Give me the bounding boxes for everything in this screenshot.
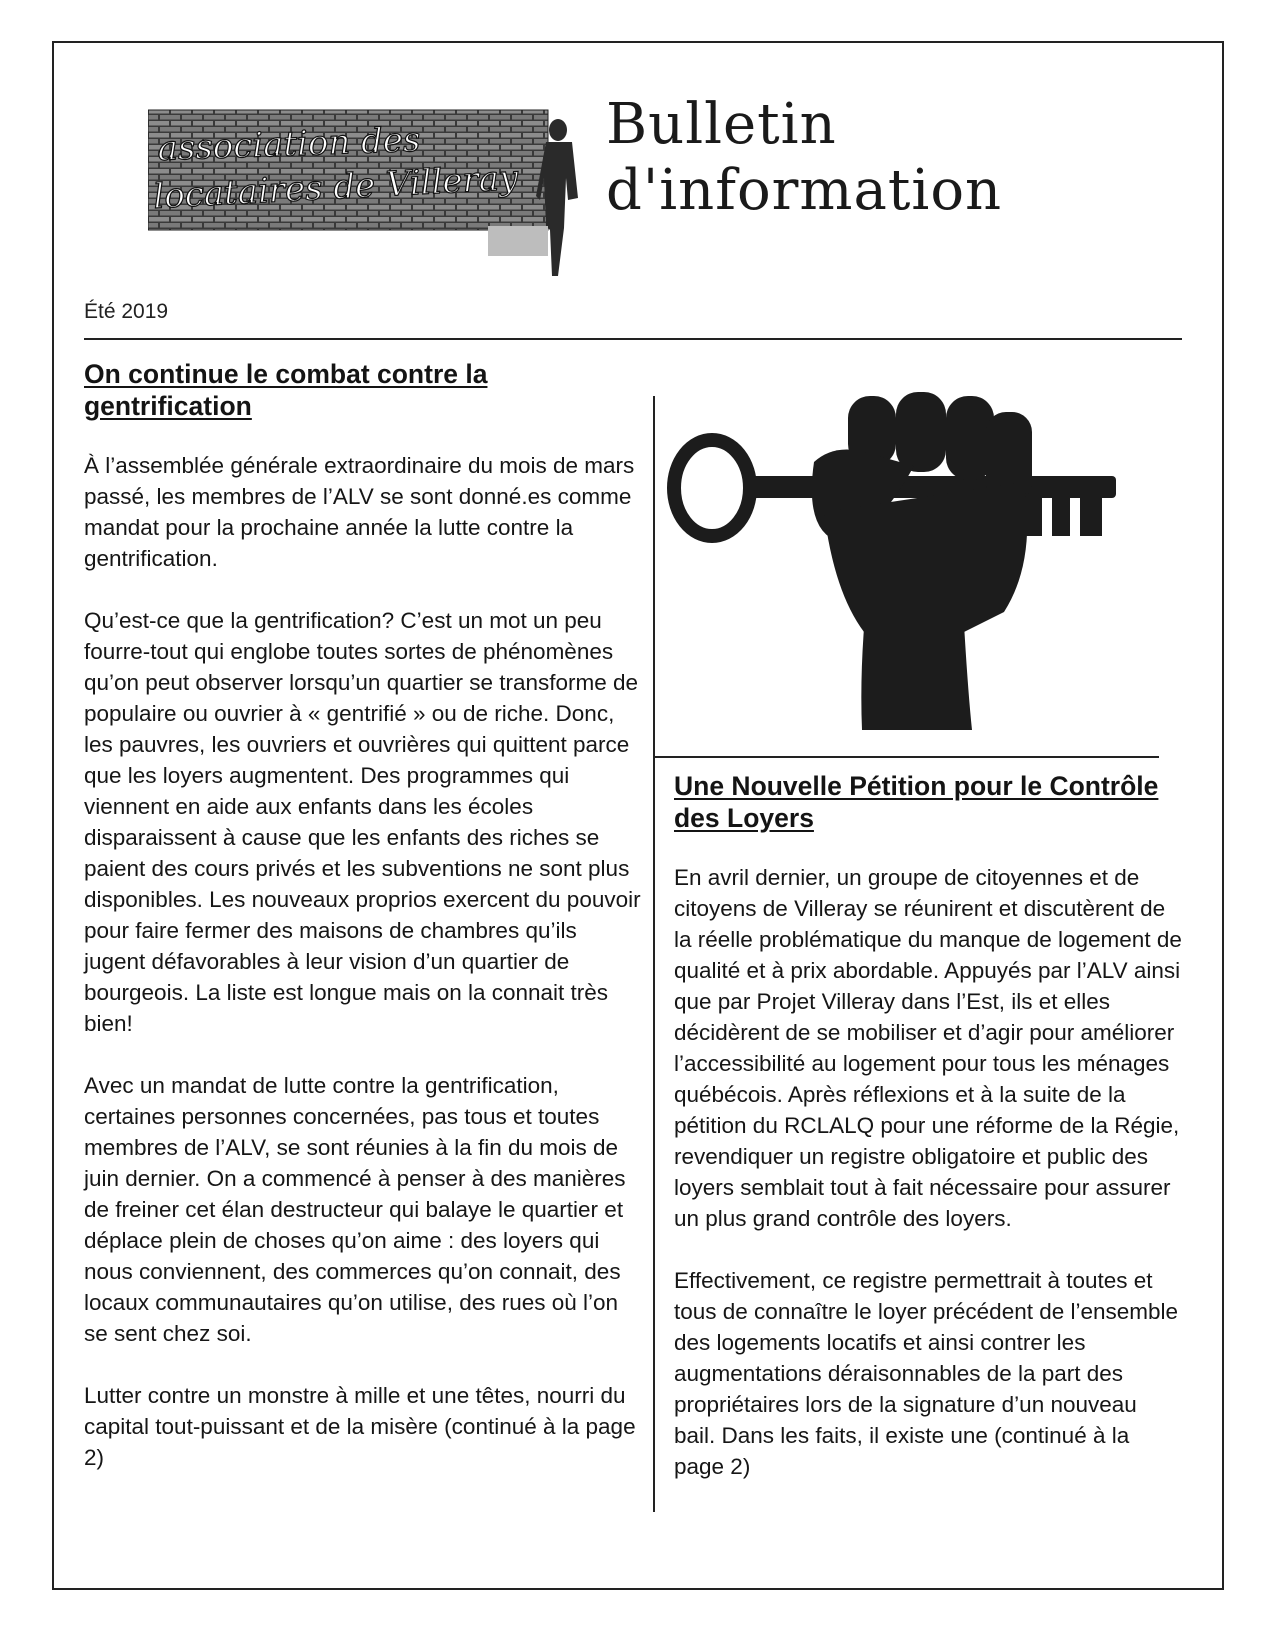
logo-line-2: locataires de Villeray — [152, 157, 520, 217]
section-divider — [653, 756, 1159, 758]
article-paragraph: Qu’est-ce que la gentrification? C’est un mot un peu fourre-tout qui englobe toutes sortes de phénomènes qu’on peut observer lorsqu’un quartier se transforme de populaire ou ouvrier à « gentrifié » ou de riche. Donc, les pauvres, les ouvriers et ouvrières qui quittent parce que les loyers augmentent. Des programmes qui viennent en aide aux enfants dans les écoles disparaissent à cause que les enfants des riches se paient des cours privés et les subventions ne sont plus disponibles. Les nouveaux proprios exercent du pouvoir pour faire fermer des maisons de chambres qu’ils jugent défavorables à leur vision d’un quartier de bourgeois. La liste est longue mais on la connait très bien! — [84, 608, 641, 1036]
article-paragraph: Avec un mandat de lutte contre la gentrification, certaines personnes concernées, pas tous et toutes membres de l’ALV, se sont réunies à la fin du mois de juin dernier. On a commencé à penser à des manières de freiner cet élan destructeur qui balaye le quartier et déplace plein de choses qu’on aime : des loyers qui nous conviennent, des commerces qu’on connait, des locaux communautaires qu’on utilise, des rues où l’on se sent chez soi. — [84, 1073, 626, 1346]
article-paragraph: Lutter contre un monstre à mille et une têtes, nourri du capital tout-puissant et de la misère (continué à la page 2) — [84, 1383, 636, 1470]
logo-line-1: association des — [156, 119, 422, 169]
article-title: On continue le combat contre la gentrification — [84, 359, 488, 421]
issue-date: Été 2019 — [84, 300, 169, 323]
masthead-line-2: d'information — [606, 158, 1003, 223]
column-divider — [653, 396, 655, 1512]
article-gentrification — [84, 358, 644, 1473]
article-paragraph: À l’assemblée générale extraordinaire du mois de mars passé, les membres de l’ALV se sont donné.es comme mandat pour la prochaine année la lutte contre la gentrification. — [84, 453, 635, 571]
article-paragraph: En avril dernier, un groupe de citoyennes et de citoyens de Villeray se réunirent et discutèrent de la réelle problématique du manque de logement de qualité et à prix abordable. Appuyés par l’ALV ainsi que par Projet Villeray dans l’Est, ils et elles décidèrent de se mobiliser et d’agir pour améliorer l’accessibilité au logement pour tous les ménages québécois. Après réflexions et à la suite de la pétition du RCLALQ pour une réforme de la Régie, revendiquer un registre obligatoire et public des loyers semblait tout à fait nécessaire pour assurer un plus grand contrôle des loyers. — [674, 865, 1182, 1231]
fist-key-icon — [664, 392, 1144, 732]
association-logo — [148, 108, 593, 278]
article-paragraph: Effectivement, ce registre permettrait à toutes et tous de connaître le loyer précédent de l’ensemble des logements locatifs et ainsi contrer les augmentations déraisonnables de la part des propriétaires lors de la signature d’un nouveau bail. Dans les faits, il existe une (continué à la page 2) — [674, 1268, 1179, 1479]
masthead-title — [606, 92, 1002, 224]
header-divider — [84, 338, 1182, 340]
masthead-line-1: Bulletin — [606, 92, 837, 157]
article-petition — [674, 770, 1184, 1482]
article-title: Une Nouvelle Pétition pour le Contrôle des Loyers — [674, 771, 1159, 833]
